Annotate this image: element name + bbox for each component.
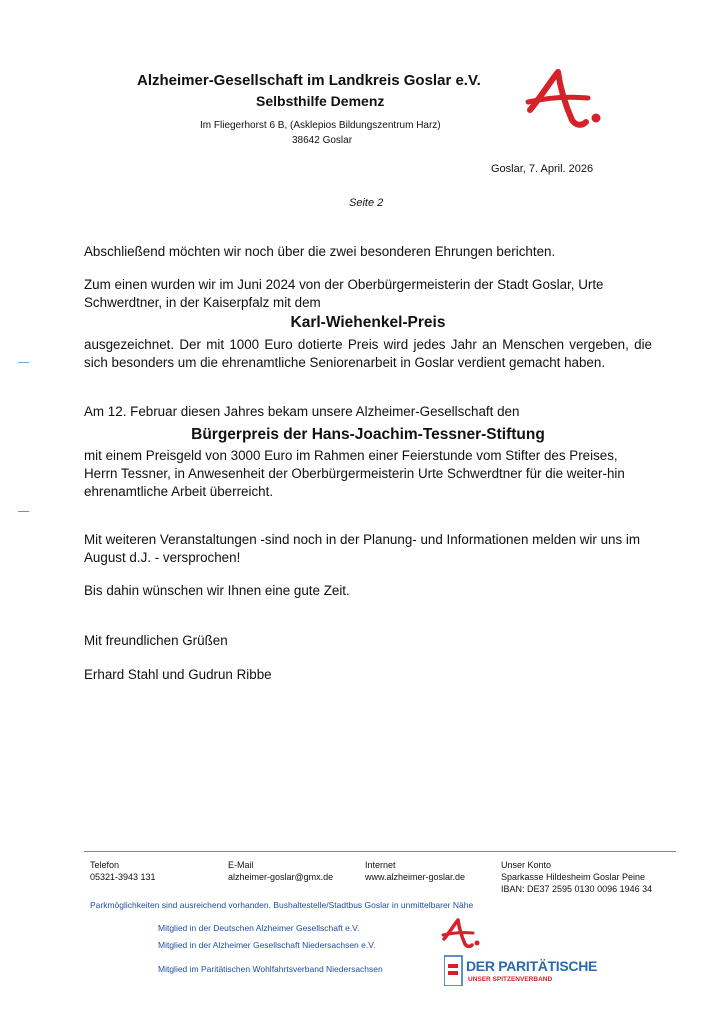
email-address[interactable]: alzheimer-goslar@gmx.de bbox=[228, 872, 334, 882]
internet-label: Internet bbox=[365, 860, 396, 870]
alzheimer-logo-icon bbox=[524, 68, 604, 132]
outlook-paragraph: Mit weiteren Veranstaltungen -sind noch in der Planung- und Informationen melden wir uns im August d.J. - versprochen! bbox=[84, 532, 641, 565]
page-number: Seite 2 bbox=[349, 197, 384, 209]
membership-3: Mitglied im Paritätischen Wohlfahrtsverband Niedersachsen bbox=[158, 964, 383, 974]
phone-label: Telefon bbox=[90, 860, 120, 870]
organization-subtitle: Selbsthilfe Demenz bbox=[256, 93, 385, 109]
organization-title: Alzheimer-Gesellschaft im Landkreis Goslar e.V. bbox=[137, 72, 481, 89]
paritaetische-subline: UNSER SPITZENVERBAND bbox=[468, 976, 553, 983]
award2-description: mit einem Preisgeld von 3000 Euro im Rahmen einer Feierstunde vom Stifter des Preises, Herrn Tessner, in Anwesenheit der Oberbürgermeisterin Urte Schwerdtner für die weiter-hin ehrenamtliche Arbeit überreicht. bbox=[84, 448, 625, 499]
date-line: Goslar, 7. April. 2026 bbox=[491, 163, 594, 175]
membership-1: Mitglied in der Deutschen Alzheimer Gesellschaft e.V. bbox=[158, 923, 360, 933]
award2-name: Bürgerpreis der Hans-Joachim-Tessner-Stiftung bbox=[191, 426, 545, 443]
margin-mark-red bbox=[18, 511, 29, 512]
award2-intro-paragraph: Am 12. Februar diesen Jahres bekam unsere Alzheimer-Gesellschaft den bbox=[84, 404, 520, 419]
closing-line: Mit freundlichen Grüßen bbox=[84, 633, 228, 648]
account-label: Unser Konto bbox=[501, 860, 552, 870]
wishes-paragraph: Bis dahin wünschen wir Ihnen eine gute Zeit. bbox=[84, 583, 350, 598]
alzheimer-logo-small-icon bbox=[440, 918, 482, 950]
margin-mark-blue bbox=[18, 362, 29, 363]
footer-email bbox=[228, 859, 333, 883]
membership-2: Mitglied in der Alzheimer Gesellschaft Niedersachsen e.V. bbox=[158, 940, 376, 950]
parking-note: Parkmöglichkeiten sind ausreichend vorhanden. Bushaltestelle/Stadtbus Goslar in unmittelbarer Nähe bbox=[90, 900, 474, 910]
iban: IBAN: DE37 2595 0130 0096 1946 34 bbox=[501, 884, 653, 894]
footer-divider bbox=[84, 851, 676, 852]
website-link[interactable]: www.alzheimer-goslar.de bbox=[365, 872, 466, 882]
footer-internet bbox=[365, 859, 465, 883]
paritaetische-name: DER PARITÄTISCHE bbox=[466, 958, 598, 974]
award1-intro-paragraph: Zum einen wurden wir im Juni 2024 von der Oberbürgermeisterin der Stadt Goslar, Urte Schwerdtner, in der Kaiserpfalz mit dem bbox=[84, 277, 604, 310]
intro-paragraph: Abschließend möchten wir noch über die zwei besonderen Ehrungen berichten. bbox=[84, 244, 556, 259]
award1-name: Karl-Wiehenkel-Preis bbox=[290, 314, 446, 331]
bank-name: Sparkasse Hildesheim Goslar Peine bbox=[501, 872, 646, 882]
address-line-2: 38642 Goslar bbox=[292, 135, 353, 146]
award1-description: ausgezeichnet. Der mit 1000 Euro dotierte Preis wird jedes Jahr an Menschen vergeben, die sich besonders um die ehrenamtliche Seniorenarbeit in Goslar verdient gemacht haben. bbox=[84, 337, 652, 370]
address-line-1: Im Fliegerhorst 6 B, (Asklepios Bildungszentrum Harz) bbox=[200, 120, 441, 131]
signature-line: Erhard Stahl und Gudrun Ribbe bbox=[84, 667, 272, 682]
footer-phone bbox=[90, 859, 156, 883]
footer-account bbox=[501, 859, 652, 895]
phone-number: 05321-3943 131 bbox=[90, 872, 156, 882]
email-label: E-Mail bbox=[228, 860, 254, 870]
